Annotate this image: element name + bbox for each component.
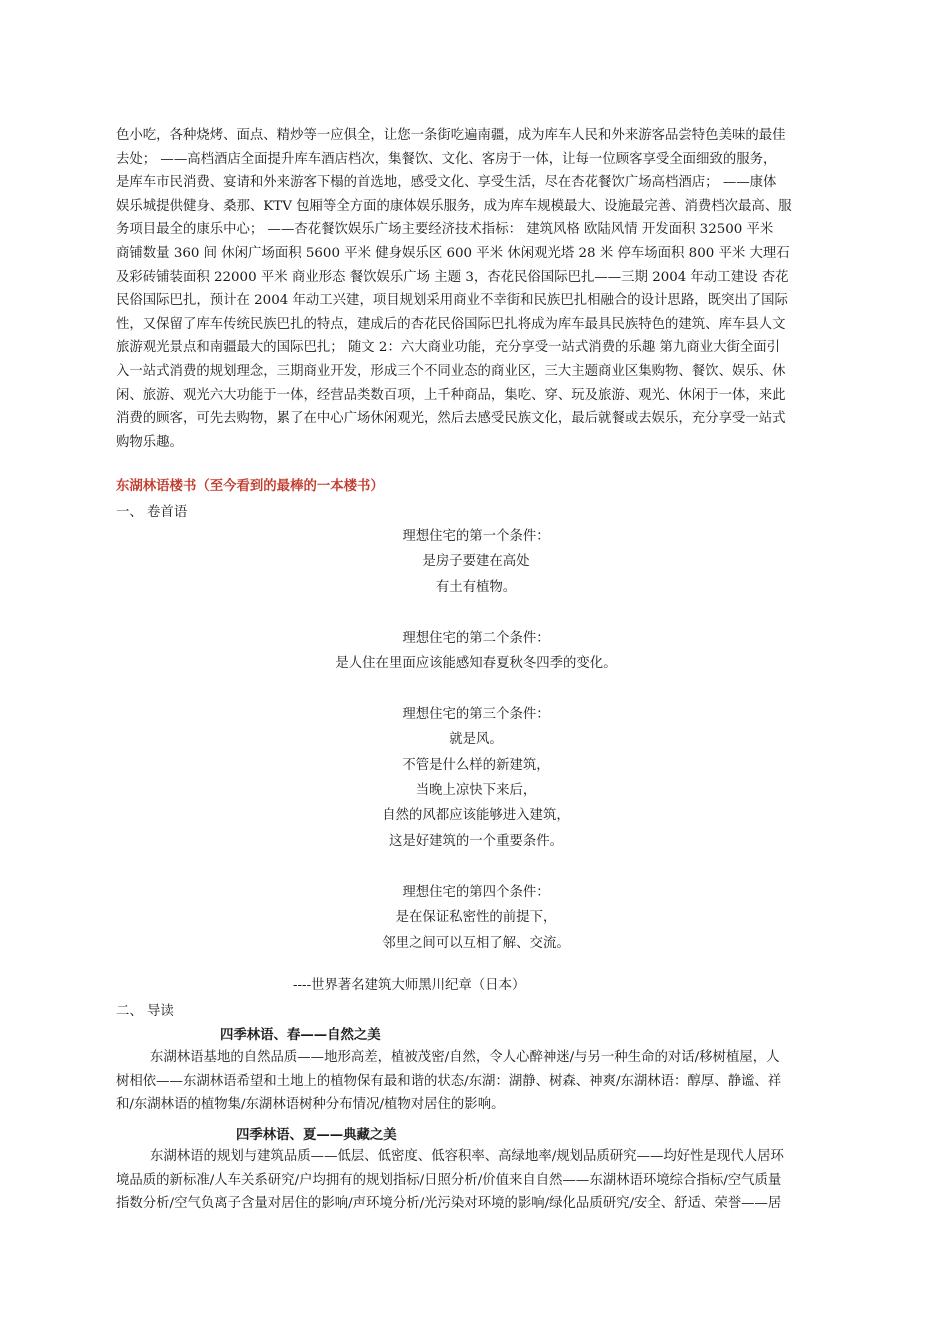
- poem-attribution: ----世界著名建筑大师黑川纪章（日本）: [293, 978, 526, 993]
- poem-line: 理想住宅的第三个条件：: [402, 706, 550, 722]
- intro-line: 旅游观光景点和南疆最大的国际巴扎； 随文 2：六大商业功能，充分享受一站式消费的乐趣 第九商业大街全面引: [116, 340, 781, 356]
- summer-subheading: 四季林语、夏——典藏之美: [236, 1128, 397, 1143]
- intro-line: 闲、旅游、观光六大功能于一体，经营品类数百项，上千种商品，集吃、穿、玩及旅游、观光、休闲于一体，来此: [116, 387, 786, 403]
- summer-line: 东湖林语的规划与建筑品质——低层、低密度、低容积率、高绿地率/规划品质研究——均好性是现代人居环: [150, 1149, 784, 1164]
- poem-line: 不管是什么样的新建筑，: [402, 757, 550, 773]
- section-heading-red: 东湖林语楼书（至今看到的最棒的一本楼书）: [116, 479, 384, 494]
- intro-line: 商铺数量 360 间 休闲广场面积 5600 平米 健身娱乐区 600 平米 休闲观光塔 28 米 停车场面积 800 平米 大理石: [116, 245, 790, 261]
- intro-line: 务项目最全的康乐中心； ——杏花餐饮娱乐广场主要经济技术指标： 建筑风格 欧陆风情 开发面积 32500 平米: [116, 222, 774, 238]
- poem-line: 当晚上凉快下来后，: [415, 783, 537, 799]
- poem-line: 这是好建筑的一个重要条件。: [388, 833, 564, 849]
- spring-line: 和/东湖林语的植物集/东湖林语树种分布情况/植物对居住的影响。: [116, 1097, 505, 1113]
- intro-line: 民俗国际巴扎，预计在 2004 年动工兴建，项目规划采用商业不幸街和民族巴扎相融合的设计思路，既突出了国际: [116, 293, 788, 309]
- poem-line: 理想住宅的第二个条件：: [402, 630, 550, 646]
- poem-line: [116, 600, 836, 625]
- intro-line: 去处； ——高档酒店全面提升库车酒店档次，集餐饮、文化、客房于一体，让每一位顾客享受全面细致的服务，: [116, 151, 777, 167]
- poem-line: 理想住宅的第一个条件：: [402, 529, 550, 544]
- summer-paragraph: [116, 1145, 836, 1216]
- spring-paragraph: [116, 1046, 836, 1117]
- intro-line: 消费的顾客，可先去购物，累了在中心广场休闲观光，然后去感受民族文化，最后就餐或去娱乐，充分享受一站式: [116, 411, 786, 427]
- poem-line: [116, 854, 836, 879]
- poem-line: 是人住在里面应该能感知春夏秋冬四季的变化。: [335, 656, 617, 672]
- poem-line: 是在保证私密性的前提下，: [395, 910, 557, 926]
- section-two-label: 二、 导读: [116, 1004, 174, 1019]
- intro-line: 性，又保留了库车传统民族巴扎的特点，建成后的杏花民俗国际巴扎将成为库车最具民族特色的建筑、库车县人文: [116, 316, 786, 332]
- poem-line: 就是风。: [449, 732, 503, 748]
- poem-line: 邻里之间可以互相了解、交流。: [382, 935, 570, 951]
- spring-line: 树相依——东湖林语希望和土地上的植物保有最和谐的状态/东湖：湖静、树森、神爽/东湖林语：醇厚、静谧、祥: [116, 1073, 782, 1089]
- summer-line: 境品质的新标准/人车关系研究/户均拥有的规划指标/日照分析/价值来自自然——东湖林语环境综合指标/空气质量: [116, 1172, 782, 1188]
- poem-block: [116, 524, 836, 956]
- summer-line: 指数分析/空气负离子含量对居住的影响/声环境分析/光污染对环境的影响/绿化品质研究/安全、舒适、荣誉——居: [116, 1196, 782, 1212]
- spring-subheading: 四季林语、春——自然之美: [220, 1028, 381, 1043]
- poem-line: 自然的风都应该能够进入建筑，: [382, 808, 570, 824]
- spring-line: 东湖林语基地的自然品质——地形高差，植被茂密/自然，令人心醉神迷/与另一种生命的对话/移树植屋，人: [150, 1050, 780, 1065]
- intro-line: 娱乐城提供健身、桑那、KTV 包厢等全方面的康体娱乐服务，成为库车规模最大、设施最完善、消费档次最高、服: [116, 198, 792, 214]
- intro-line: 入一站式消费的规划理念，三期商业开发，形成三个不同业态的商业区，三大主题商业区集购物、餐饮、娱乐、休: [116, 363, 786, 379]
- intro-line: 购物乐趣。: [116, 434, 183, 450]
- poem-line: [116, 676, 836, 701]
- section-one-label: 一、 卷首语: [116, 505, 188, 520]
- poem-line: 理想住宅的第四个条件：: [402, 884, 550, 900]
- intro-line: 色小吃，各种烧烤、面点、精炒等一应俱全，让您一条街吃遍南疆，成为库车人民和外来游客品尝特色美味的最佳: [116, 128, 786, 143]
- intro-paragraph: [116, 124, 836, 454]
- intro-line: 是库车市民消费、宴请和外来游客下榻的首选地，感受文化、享受生活，尽在杏花餐饮广场高档酒店； ——康体: [116, 175, 777, 191]
- poem-line: 是房子要建在高处: [422, 554, 530, 570]
- intro-line: 及彩砖铺装面积 22000 平米 商业形态 餐饮娱乐广场 主题 3，杏花民俗国际巴扎——三期 2004 年动工建设 杏花: [116, 269, 789, 285]
- poem-line: 有土有植物。: [435, 579, 517, 595]
